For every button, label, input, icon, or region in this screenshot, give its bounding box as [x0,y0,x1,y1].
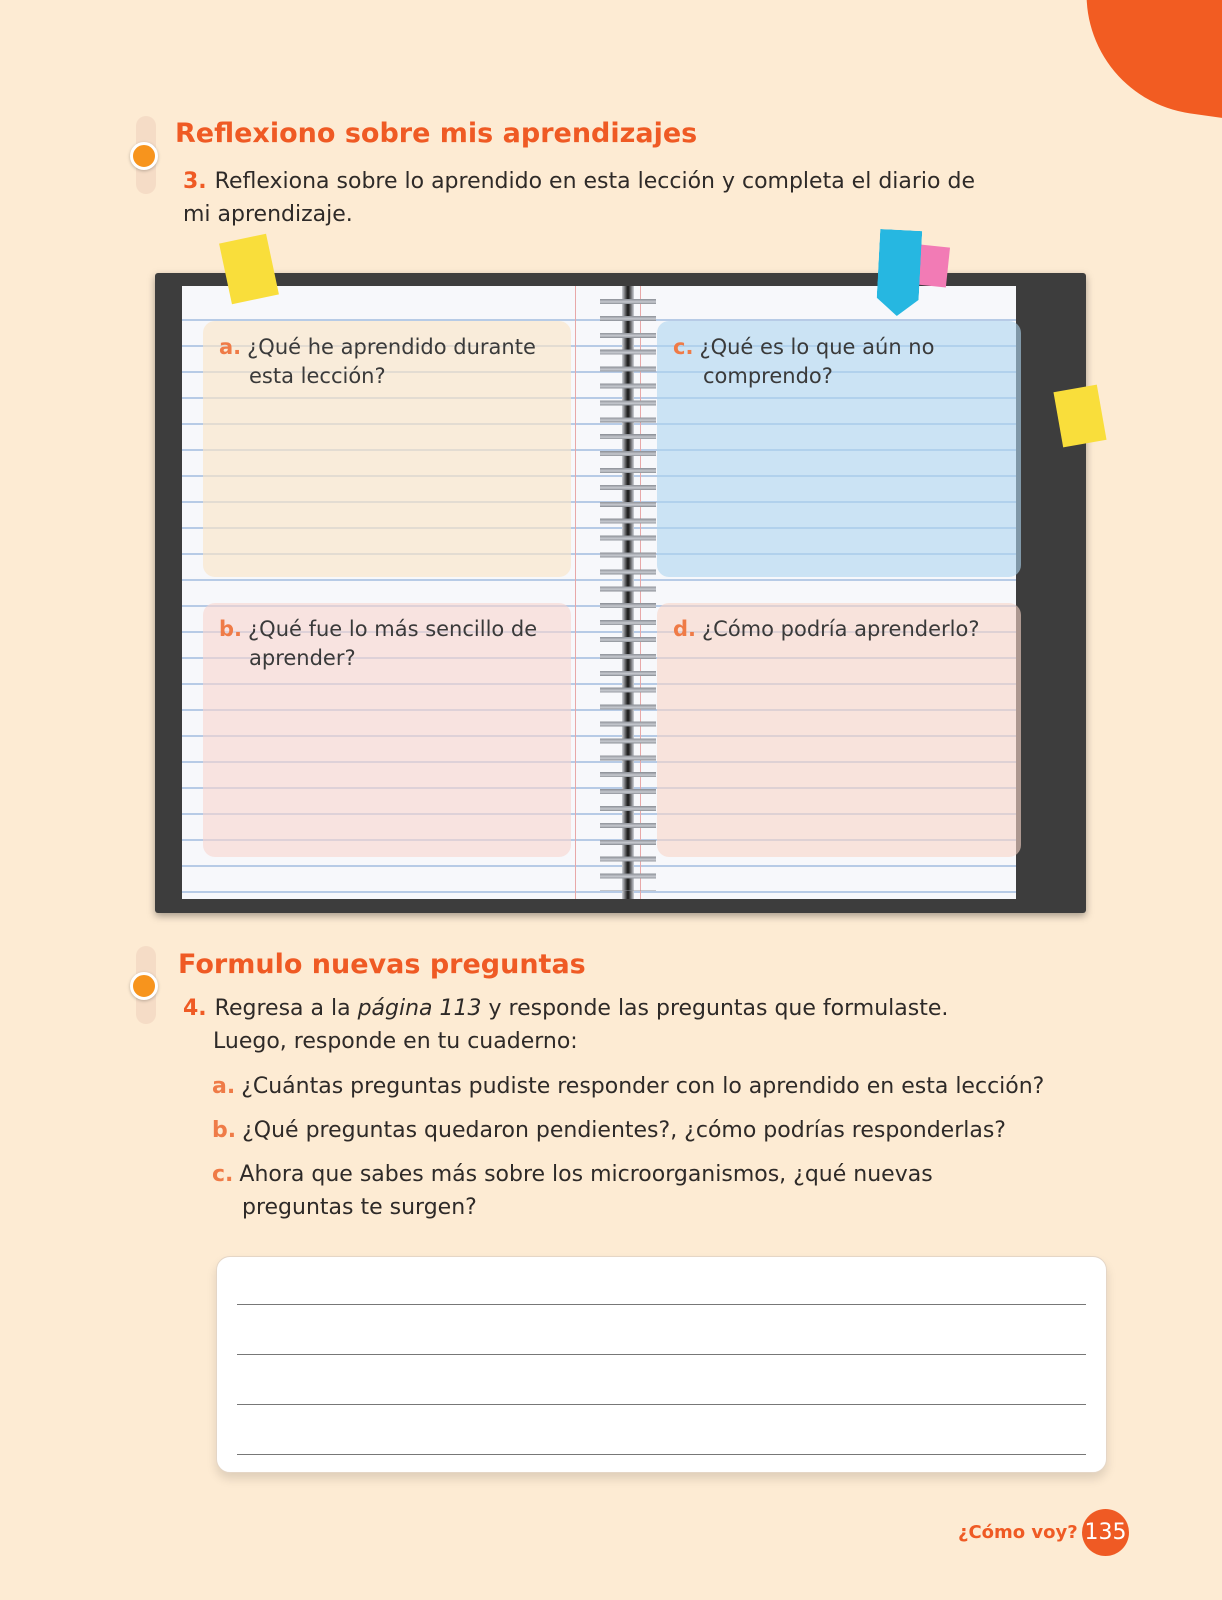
instruction-3 [183,165,1003,231]
page-reference: página 113 [357,996,482,1021]
intro-text: Regresa a la [214,996,358,1021]
question-text: ¿Cuántas preguntas pudiste responder con lo aprendido en esta lección? [241,1074,1045,1099]
question-c [212,1158,972,1224]
question-text: ¿Qué preguntas quedaron pendientes?, ¿cómo podrías responderlas? [242,1118,1006,1143]
intro-text: Luego, responde en tu cuaderno: [213,1029,578,1054]
answer-line[interactable] [237,1304,1086,1305]
margin-line [575,286,576,899]
box-question: ¿Qué es lo que aún no comprendo? [699,335,935,388]
question-a [212,1070,1092,1103]
section-title-formulo: Formulo nuevas preguntas [178,949,586,980]
answer-line[interactable] [237,1454,1086,1455]
item-number: 3. [183,169,207,194]
box-letter: a. [219,335,242,359]
footer-section-label: ¿Cómo voy? [958,1522,1078,1543]
box-question: ¿Qué he aprendido durante esta lección? [247,335,536,388]
box-question: ¿Cómo podría aprenderlo? [702,617,980,641]
box-letter: c. [673,335,694,359]
journal-box-d[interactable] [657,603,1021,857]
box-question: ¿Qué fue lo más sencillo de aprender? [248,617,538,670]
instruction-text: Reflexiona sobre lo aprendido en esta lección y completa el diario de mi aprendizaje. [183,169,975,227]
instruction-4 [183,992,1043,1058]
answer-line[interactable] [237,1354,1086,1355]
item-number: 4. [183,996,207,1021]
bullet-dot-icon [130,142,158,170]
journal-box-a[interactable] [203,321,571,577]
box-letter: b. [219,617,243,641]
intro-text: y responde las preguntas que formulaste. [481,996,949,1021]
question-letter: b. [212,1118,237,1143]
corner-decoration [1071,0,1222,122]
question-letter: a. [212,1074,236,1099]
box-letter: d. [673,617,697,641]
page-number: 135 [1082,1509,1129,1556]
journal-box-c[interactable] [657,321,1021,577]
journal-box-b[interactable] [203,603,571,857]
question-letter: c. [212,1162,234,1187]
answer-line[interactable] [237,1404,1086,1405]
section-marker [136,946,156,1024]
sticky-note-icon [1053,385,1106,448]
section-title-reflexiono: Reflexiono sobre mis aprendizajes [175,118,698,149]
notebook [155,273,1086,913]
bullet-dot-icon [130,972,158,1000]
question-b [212,1114,1092,1147]
spiral-binding-icon [600,295,656,891]
answer-box[interactable] [216,1256,1107,1473]
section-marker [136,116,156,194]
question-text: Ahora que sabes más sobre los microorganismos, ¿qué nuevas preguntas te surgen? [239,1162,933,1220]
